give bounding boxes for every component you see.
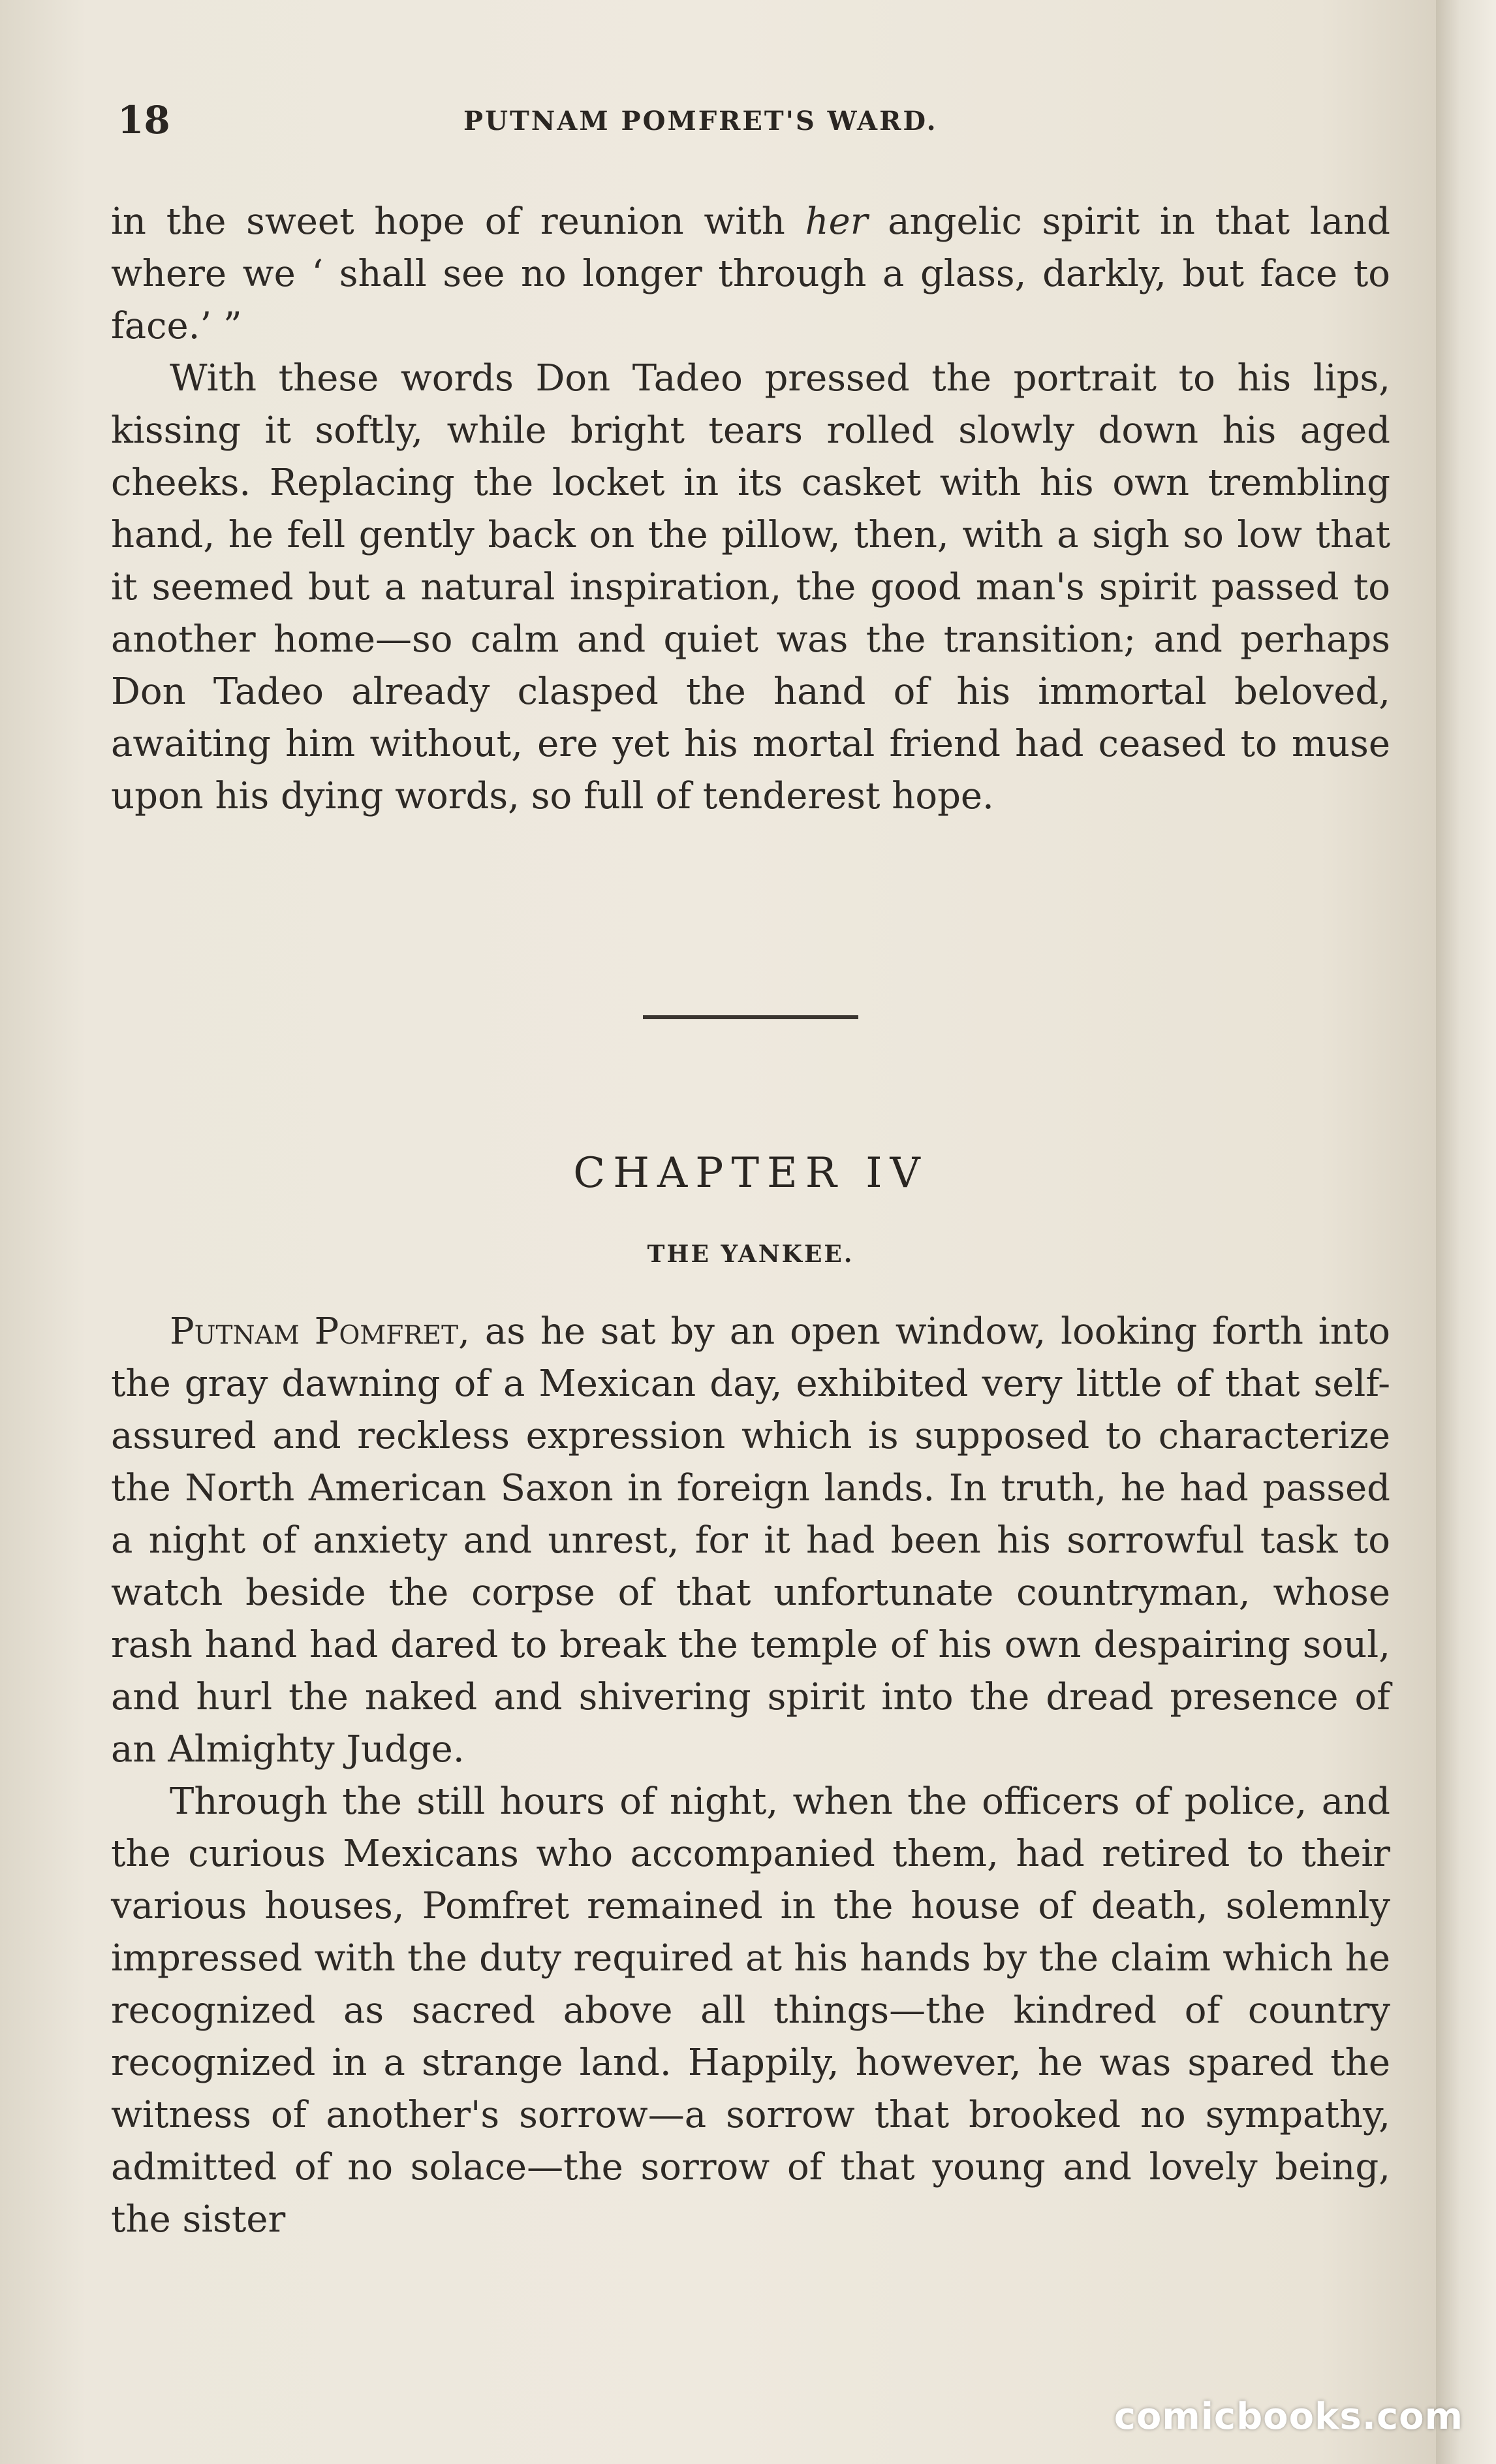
paragraph-continued (111, 196, 1390, 353)
text-run: angelic spirit in that land where we ‘ shall see no longer through a glass, darkly, but face to face.’ ” (111, 200, 1390, 347)
paragraph-putnam (111, 1306, 1390, 1776)
chapter-subtitle: THE YANKEE. (647, 1240, 854, 1268)
watermark: comicbooks.com (1114, 2395, 1463, 2438)
lead-name: Putnam Pomfret (170, 1310, 459, 1353)
page-edge (1436, 0, 1496, 2464)
paragraph-don-tadeo: With these words Don Tadeo pressed the portrait to his lips, kissing it softly, while bright tears rolled slowly down his aged cheeks. Replacing the locket in its casket with his own trembling hand, he fell gently back on the pillow, then, with a sigh so low that it seemed but a natural inspiration, the good man's spirit passed to another home—so calm and quiet was the transition; and perhaps Don Tadeo already clasped the hand of his immortal beloved, awaiting him without, ere yet his mortal friend had ceased to muse upon his dying words, so full of tenderest hope. (111, 357, 1390, 817)
section-2 (111, 1306, 1390, 2246)
section-1 (111, 196, 1390, 823)
page-number: 18 (117, 98, 170, 142)
chapter-title: CHAPTER IV (573, 1149, 928, 1197)
text-run: , as he sat by an open window, looking forth into the gray dawning of a Mexican day, exhibited very little of that self-assured and reckless expression which is supposed to characterize the North American Saxon in foreign lands. In truth, he had passed a night of anxiety and unrest, for it had been his sorrowful task to watch beside the corpse of that unfortunate countryman, whose rash hand had dared to break the temple of his own despairing soul, and hurl the naked and shivering spirit into the dread presence of an Almighty Judge. (111, 1310, 1390, 1771)
section-divider (643, 1015, 858, 1019)
running-title: PUTNAM POMFRET'S WARD. (463, 106, 938, 136)
paragraph-through: Through the still hours of night, when the officers of police, and the curious Mexicans who accompanied them, had retired to their various houses, Pomfret remained in the house of death, solemnly impressed with the duty required at his hands by the claim which he recognized as sacred above all things—the kindred of country recognized in a strange land. Happily, however, he was spared the witness of another's sorrow—a sorrow that brooked no sympathy, admitted of no solace—the sorrow of that young and lovely being, the sister (111, 1780, 1390, 2241)
running-head (117, 98, 1397, 150)
emphasis-her: her (805, 200, 868, 243)
text-run: in the sweet hope of reunion with (111, 200, 805, 243)
